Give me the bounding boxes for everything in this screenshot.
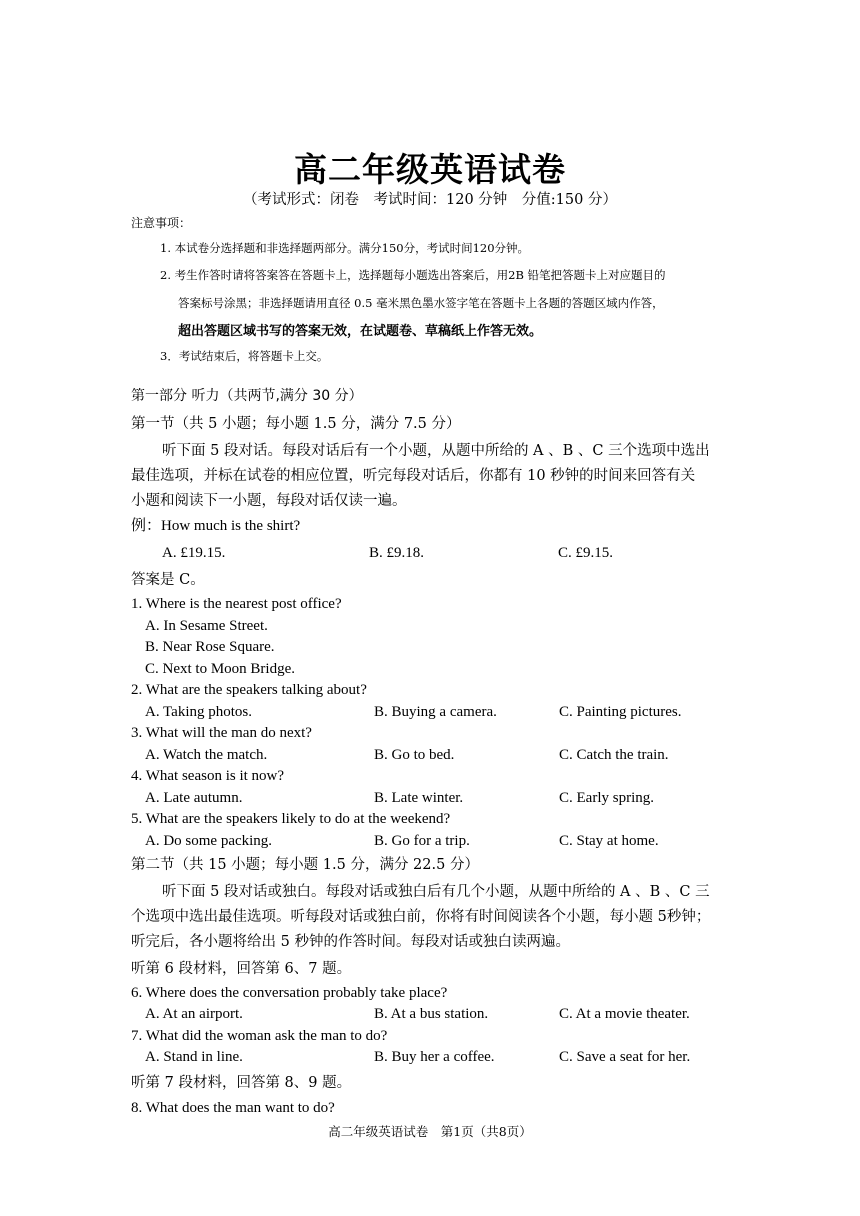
example-option-a: A. £19.15. [162,545,226,561]
question-3-option-c: C. Catch the train. [559,747,669,763]
question-7-option-a: A. Stand in line. [145,1049,243,1065]
question-4: 4. What season is it now? [131,768,285,784]
exam-title: 高二年级英语试卷 [294,150,566,189]
question-6: 6. Where does the conversation probably take place? [131,985,448,1001]
question-3-option-a: A. Watch the match. [145,747,268,763]
section1-instruction-1: 听下面 5 段对话。每段对话后有一个小题，从题中所给的 A 、B 、C 三个选项中选出 [162,443,710,459]
section2-instruction-1: 听下面 5 段对话或独白。每段对话或独白后有几个小题，从题中所给的 A 、B 、C 三 [162,884,710,900]
question-7: 7. What did the woman ask the man to do? [131,1028,388,1044]
section1-heading: 第一节（共 5 小题；每小题 1.5 分，满分 7.5 分） [131,416,461,432]
notice-item-2: 2. 考生作答时请将答案答在答题卡上，选择题每小题选出答案后，用2B 铅笔把答题卡上对应题目的 [160,268,666,282]
question-3-option-b: B. Go to bed. [374,747,455,763]
section2-instruction-2: 个选项中选出最佳选项。听每段对话或独白前，你将有时间阅读各个小题，每小题 5秒钟； [131,909,711,925]
question-2-option-a: A. Taking photos. [145,704,253,720]
question-5: 5. What are the speakers likely to do at the weekend? [131,811,451,827]
section1-instruction-2: 最佳选项，并标在试卷的相应位置，听完每段对话后，你都有 10 秒钟的时间来回答有关 [131,468,696,484]
question-1-option-b: B. Near Rose Square. [145,639,275,655]
question-6-option-a: A. At an airport. [145,1006,243,1022]
question-4-options [145,788,745,808]
example-options [162,543,762,563]
question-2-options [145,702,745,722]
question-7-options [145,1047,745,1067]
question-6-option-b: B. At a bus station. [374,1006,489,1022]
exam-subtitle: （考试形式：闭卷 考试时间：120 分钟 分值:150 分） [243,192,617,208]
notice-item-2-warning: 超出答题区域书写的答案无效，在试题卷、草稿纸上作答无效。 [178,324,543,339]
example-question: 例：How much is the shirt? [131,518,301,534]
question-5-option-c: C. Stay at home. [559,833,659,849]
notice-item-2-cont: 答案标号涂黑；非选择题请用直径 0.5 毫米黑色墨水签字笔在答题卡上各题的答题区域内作答， [178,296,664,310]
example-answer: 答案是 C。 [131,572,205,588]
notice-item-1: 1. 本试卷分选择题和非选择题两部分。满分150分，考试时间120分钟。 [160,241,530,255]
question-1-option-a: A. In Sesame Street. [145,618,268,634]
section1-instruction-3: 小题和阅读下一小题，每段对话仅读一遍。 [131,493,407,509]
question-6-options [145,1004,745,1024]
page-footer: 高二年级英语试卷 第1页（共8页） [328,1124,532,1139]
question-2-option-c: C. Painting pictures. [559,704,682,720]
question-4-option-c: C. Early spring. [559,790,654,806]
section2-heading: 第二节（共 15 小题；每小题 1.5 分，满分 22.5 分） [131,857,479,873]
question-3: 3. What will the man do next? [131,725,312,741]
question-4-option-a: A. Late autumn. [145,790,243,806]
question-7-option-c: C. Save a seat for her. [559,1049,691,1065]
question-8: 8. What does the man want to do? [131,1100,335,1116]
question-3-options [145,745,745,765]
notice-heading: 注意事项： [131,216,192,230]
question-1-option-c: C. Next to Moon Bridge. [145,661,295,677]
question-5-option-a: A. Do some packing. [145,833,273,849]
notice-item-3: 3．考试结束后，将答题卡上交。 [160,349,329,363]
example-option-b: B. £9.18. [369,545,425,561]
question-7-option-b: B. Buy her a coffee. [374,1049,495,1065]
material-6-label: 听第 6 段材料，回答第 6、7 题。 [131,961,352,977]
part1-heading: 第一部分 听力（共两节,满分 30 分） [131,388,363,404]
section2-instruction-3: 听完后，各小题将给出 5 秒钟的作答时间。每段对话或独白读两遍。 [131,934,570,950]
question-6-option-c: C. At a movie theater. [559,1006,690,1022]
question-5-option-b: B. Go for a trip. [374,833,470,849]
question-5-options [145,831,745,851]
material-7-label: 听第 7 段材料，回答第 8、9 题。 [131,1075,352,1091]
question-1: 1. Where is the nearest post office? [131,596,342,612]
question-2: 2. What are the speakers talking about? [131,682,367,698]
question-4-option-b: B. Late winter. [374,790,464,806]
example-option-c: C. £9.15. [558,545,614,561]
question-2-option-b: B. Buying a camera. [374,704,497,720]
